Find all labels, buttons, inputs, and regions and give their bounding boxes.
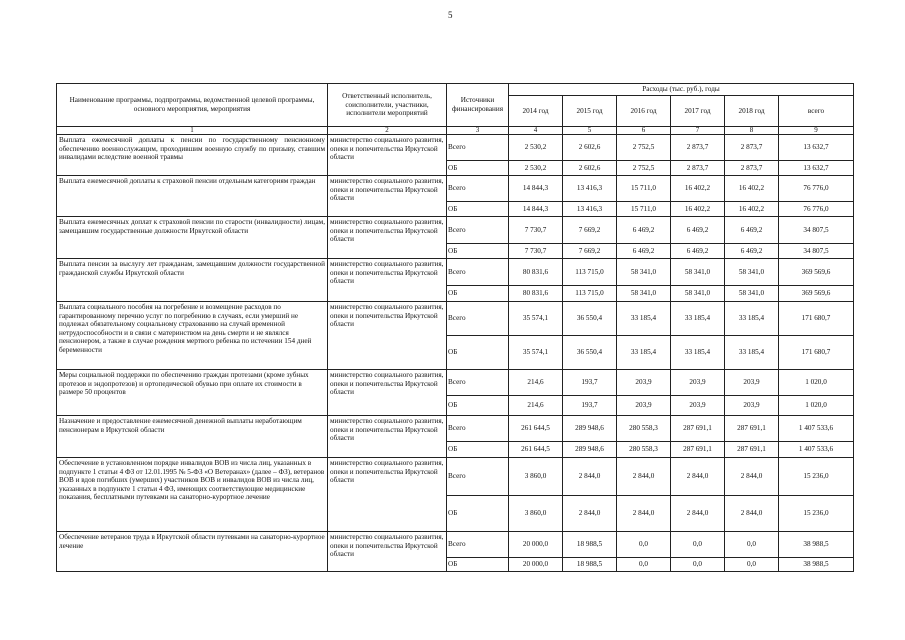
value-cell: 203,9 xyxy=(617,370,671,396)
value-cell: 20 000,0 xyxy=(509,558,563,572)
column-number: 5 xyxy=(563,127,617,135)
row-source: Всего xyxy=(447,302,509,336)
value-cell: 58 341,0 xyxy=(671,286,725,302)
value-cell: 2 844,0 xyxy=(671,496,725,532)
header-year-2018: 2018 год xyxy=(725,96,779,127)
row-description: Выплата пенсии за выслугу лет гражданам, замещавшим должности государственной гражданской службы Иркутской области xyxy=(57,259,328,302)
table-row xyxy=(57,370,854,396)
value-cell: 35 574,1 xyxy=(509,302,563,336)
value-cell: 261 644,5 xyxy=(509,416,563,442)
value-cell: 15 711,0 xyxy=(617,176,671,202)
value-cell: 261 644,5 xyxy=(509,442,563,458)
value-cell: 2 844,0 xyxy=(563,496,617,532)
value-cell: 13 632,7 xyxy=(779,161,854,176)
value-cell: 214,6 xyxy=(509,396,563,416)
value-cell: 1 020,0 xyxy=(779,396,854,416)
value-cell: 14 844,3 xyxy=(509,176,563,202)
row-description: Выплата социального пособия на погребение и возмещение расходов по гарантированному перечню услуг по погребению в случаях, если умерший не подлежал обязательному социальному страхованию на случай временной нетрудоспособности и в связи с материнством на день смерти и не являлся пенсионером, а также в случае рождения мертвого ребенка по истечении 154 дней беременности xyxy=(57,302,328,370)
value-cell: 13 416,3 xyxy=(563,202,617,217)
row-description: Выплата ежемесячных доплат к страховой пенсии по старости (инвалидности) лицам, замещавшим государственные должности Иркутской области xyxy=(57,217,328,259)
value-cell: 20 000,0 xyxy=(509,532,563,558)
value-cell: 13 416,3 xyxy=(563,176,617,202)
value-cell: 7 669,2 xyxy=(563,244,617,259)
value-cell: 2 602,6 xyxy=(563,161,617,176)
value-cell: 113 715,0 xyxy=(563,286,617,302)
value-cell: 33 185,4 xyxy=(617,302,671,336)
row-description: Выплата ежемесячной доплаты к пенсии по государственному пенсионному обеспечению военнослужащим, проходившим военную службу по призыву, ставшим инвалидами вследствие военной травмы xyxy=(57,135,328,176)
row-source: ОБ xyxy=(447,286,509,302)
value-cell: 6 469,2 xyxy=(725,244,779,259)
value-cell: 38 988,5 xyxy=(779,558,854,572)
value-cell: 1 020,0 xyxy=(779,370,854,396)
value-cell: 33 185,4 xyxy=(725,336,779,370)
value-cell: 3 860,0 xyxy=(509,458,563,496)
expenses-table xyxy=(56,83,854,572)
row-responsible: министерство социального развития, опеки и попечительства Иркутской области xyxy=(328,217,447,259)
value-cell: 0,0 xyxy=(725,558,779,572)
value-cell: 33 185,4 xyxy=(725,302,779,336)
value-cell: 2 844,0 xyxy=(671,458,725,496)
row-source: Всего xyxy=(447,135,509,161)
row-responsible: министерство социального развития, опеки и попечительства Иркутской области xyxy=(328,370,447,416)
row-source: Всего xyxy=(447,217,509,244)
value-cell: 18 988,5 xyxy=(563,532,617,558)
value-cell: 280 558,3 xyxy=(617,442,671,458)
column-numbers-row xyxy=(57,127,854,135)
row-source: Всего xyxy=(447,370,509,396)
value-cell: 203,9 xyxy=(725,370,779,396)
value-cell: 18 988,5 xyxy=(563,558,617,572)
value-cell: 0,0 xyxy=(671,532,725,558)
value-cell: 6 469,2 xyxy=(671,244,725,259)
value-cell: 58 341,0 xyxy=(725,259,779,286)
row-source: ОБ xyxy=(447,442,509,458)
value-cell: 14 844,3 xyxy=(509,202,563,217)
value-cell: 58 341,0 xyxy=(617,286,671,302)
value-cell: 2 752,5 xyxy=(617,135,671,161)
value-cell: 80 831,6 xyxy=(509,286,563,302)
value-cell: 0,0 xyxy=(725,532,779,558)
value-cell: 2 844,0 xyxy=(617,496,671,532)
value-cell: 0,0 xyxy=(617,532,671,558)
row-responsible: министерство социального развития, опеки и попечительства Иркутской области xyxy=(328,416,447,458)
header-expenses: Расходы (тыс. руб.), годы xyxy=(509,84,854,96)
header-responsible: Ответственный исполнитель, соисполнители, участники, исполнители мероприятий xyxy=(328,84,447,127)
value-cell: 2 602,6 xyxy=(563,135,617,161)
column-number: 8 xyxy=(725,127,779,135)
row-source: ОБ xyxy=(447,161,509,176)
table-row xyxy=(57,532,854,558)
value-cell: 171 680,7 xyxy=(779,336,854,370)
table-row xyxy=(57,416,854,442)
value-cell: 34 807,5 xyxy=(779,244,854,259)
value-cell: 16 402,2 xyxy=(671,176,725,202)
row-responsible: министерство социального развития, опеки и попечительства Иркутской области xyxy=(328,532,447,572)
value-cell: 2 873,7 xyxy=(725,161,779,176)
value-cell: 6 469,2 xyxy=(725,217,779,244)
row-description: Обеспечение ветеранов труда в Иркутской области путевками на санаторно-курортное лечение xyxy=(57,532,328,572)
row-source: Всего xyxy=(447,259,509,286)
column-number: 7 xyxy=(671,127,725,135)
value-cell: 2 530,2 xyxy=(509,135,563,161)
value-cell: 36 550,4 xyxy=(563,302,617,336)
value-cell: 0,0 xyxy=(671,558,725,572)
table-row xyxy=(57,176,854,202)
row-source: Всего xyxy=(447,176,509,202)
value-cell: 369 569,6 xyxy=(779,259,854,286)
value-cell: 36 550,4 xyxy=(563,336,617,370)
value-cell: 58 341,0 xyxy=(725,286,779,302)
value-cell: 2 844,0 xyxy=(725,496,779,532)
value-cell: 203,9 xyxy=(671,396,725,416)
value-cell: 34 807,5 xyxy=(779,217,854,244)
value-cell: 15 236,0 xyxy=(779,458,854,496)
row-source: ОБ xyxy=(447,336,509,370)
value-cell: 7 730,7 xyxy=(509,244,563,259)
header-year-2014: 2014 год xyxy=(509,96,563,127)
value-cell: 369 569,6 xyxy=(779,286,854,302)
value-cell: 287 691,1 xyxy=(671,416,725,442)
column-number: 3 xyxy=(447,127,509,135)
value-cell: 203,9 xyxy=(617,396,671,416)
row-description: Обеспечение в установленном порядке инвалидов ВОВ из числа лиц, указанных в подпункте 1 статьи 4 ФЗ от 12.01.1995 № 5-ФЗ «О Ветеранах» (далее – ФЗ), ветеранов ВОВ и вдов погибших (умерших) участников ВОВ и инвалидов ВОВ из числа лиц, указанных в подпункте 1 статьи 4 ФЗ, имеющих соответствующие медицинские показания, бесплатными путевками на санаторно-курортное лечение xyxy=(57,458,328,532)
table-row xyxy=(57,259,854,286)
value-cell: 16 402,2 xyxy=(725,202,779,217)
value-cell: 113 715,0 xyxy=(563,259,617,286)
row-responsible: министерство социального развития, опеки и попечительства Иркутской области xyxy=(328,135,447,176)
value-cell: 287 691,1 xyxy=(725,442,779,458)
value-cell: 38 988,5 xyxy=(779,532,854,558)
value-cell: 16 402,2 xyxy=(725,176,779,202)
value-cell: 2 873,7 xyxy=(671,135,725,161)
value-cell: 2 530,2 xyxy=(509,161,563,176)
table-row xyxy=(57,135,854,161)
header-year-2015: 2015 год xyxy=(563,96,617,127)
value-cell: 214,6 xyxy=(509,370,563,396)
value-cell: 35 574,1 xyxy=(509,336,563,370)
row-source: Всего xyxy=(447,532,509,558)
header-sources: Источники финансирования xyxy=(447,84,509,127)
value-cell: 33 185,4 xyxy=(671,302,725,336)
value-cell: 80 831,6 xyxy=(509,259,563,286)
value-cell: 203,9 xyxy=(671,370,725,396)
value-cell: 0,0 xyxy=(617,558,671,572)
value-cell: 7 669,2 xyxy=(563,217,617,244)
column-number: 9 xyxy=(779,127,854,135)
value-cell: 193,7 xyxy=(563,396,617,416)
table-row xyxy=(57,458,854,496)
value-cell: 15 711,0 xyxy=(617,202,671,217)
value-cell: 193,7 xyxy=(563,370,617,396)
table-row xyxy=(57,302,854,336)
value-cell: 171 680,7 xyxy=(779,302,854,336)
value-cell: 58 341,0 xyxy=(617,259,671,286)
value-cell: 2 844,0 xyxy=(563,458,617,496)
row-source: ОБ xyxy=(447,244,509,259)
row-responsible: министерство социального развития, опеки и попечительства Иркутской области xyxy=(328,259,447,302)
table-row xyxy=(57,217,854,244)
row-responsible: министерство социального развития, опеки и попечительства Иркутской области xyxy=(328,176,447,217)
value-cell: 16 402,2 xyxy=(671,202,725,217)
row-source: ОБ xyxy=(447,558,509,572)
row-responsible: министерство социального развития, опеки и попечительства Иркутской области xyxy=(328,302,447,370)
row-source: ОБ xyxy=(447,496,509,532)
value-cell: 287 691,1 xyxy=(671,442,725,458)
row-responsible: министерство социального развития, опеки и попечительства Иркутской области xyxy=(328,458,447,532)
row-source: Всего xyxy=(447,458,509,496)
column-number: 4 xyxy=(509,127,563,135)
column-number: 1 xyxy=(57,127,328,135)
column-number: 2 xyxy=(328,127,447,135)
value-cell: 76 776,0 xyxy=(779,202,854,217)
value-cell: 7 730,7 xyxy=(509,217,563,244)
value-cell: 33 185,4 xyxy=(671,336,725,370)
value-cell: 2 873,7 xyxy=(671,161,725,176)
value-cell: 1 407 533,6 xyxy=(779,416,854,442)
value-cell: 6 469,2 xyxy=(617,217,671,244)
value-cell: 203,9 xyxy=(725,396,779,416)
row-source: ОБ xyxy=(447,396,509,416)
value-cell: 2 844,0 xyxy=(617,458,671,496)
column-number: 6 xyxy=(617,127,671,135)
row-description: Меры социальной поддержки по обеспечению граждан протезами (кроме зубных протезов и эндопротезов) и ортопедической обувью при оплате их стоимости в размере 50 процентов xyxy=(57,370,328,416)
value-cell: 287 691,1 xyxy=(725,416,779,442)
value-cell: 1 407 533,6 xyxy=(779,442,854,458)
value-cell: 6 469,2 xyxy=(671,217,725,244)
row-source: ОБ xyxy=(447,202,509,217)
value-cell: 289 948,6 xyxy=(563,416,617,442)
header-year-2016: 2016 год xyxy=(617,96,671,127)
value-cell: 289 948,6 xyxy=(563,442,617,458)
row-source: Всего xyxy=(447,416,509,442)
value-cell: 2 752,5 xyxy=(617,161,671,176)
row-description: Выплата ежемесячной доплаты к страховой пенсии отдельным категориям граждан xyxy=(57,176,328,217)
value-cell: 33 185,4 xyxy=(617,336,671,370)
value-cell: 6 469,2 xyxy=(617,244,671,259)
header-program: Наименование программы, подпрограммы, ведомственной целевой программы, основного мероприятия, мероприятия xyxy=(57,84,328,127)
value-cell: 3 860,0 xyxy=(509,496,563,532)
value-cell: 58 341,0 xyxy=(671,259,725,286)
value-cell: 280 558,3 xyxy=(617,416,671,442)
value-cell: 2 873,7 xyxy=(725,135,779,161)
value-cell: 15 236,0 xyxy=(779,496,854,532)
value-cell: 13 632,7 xyxy=(779,135,854,161)
value-cell: 2 844,0 xyxy=(725,458,779,496)
header-total: всего xyxy=(779,96,854,127)
value-cell: 76 776,0 xyxy=(779,176,854,202)
row-description: Назначение и предоставление ежемесячной денежной выплаты неработающим пенсионерам в Иркутской области xyxy=(57,416,328,458)
page-number: 5 xyxy=(448,10,453,20)
header-year-2017: 2017 год xyxy=(671,96,725,127)
